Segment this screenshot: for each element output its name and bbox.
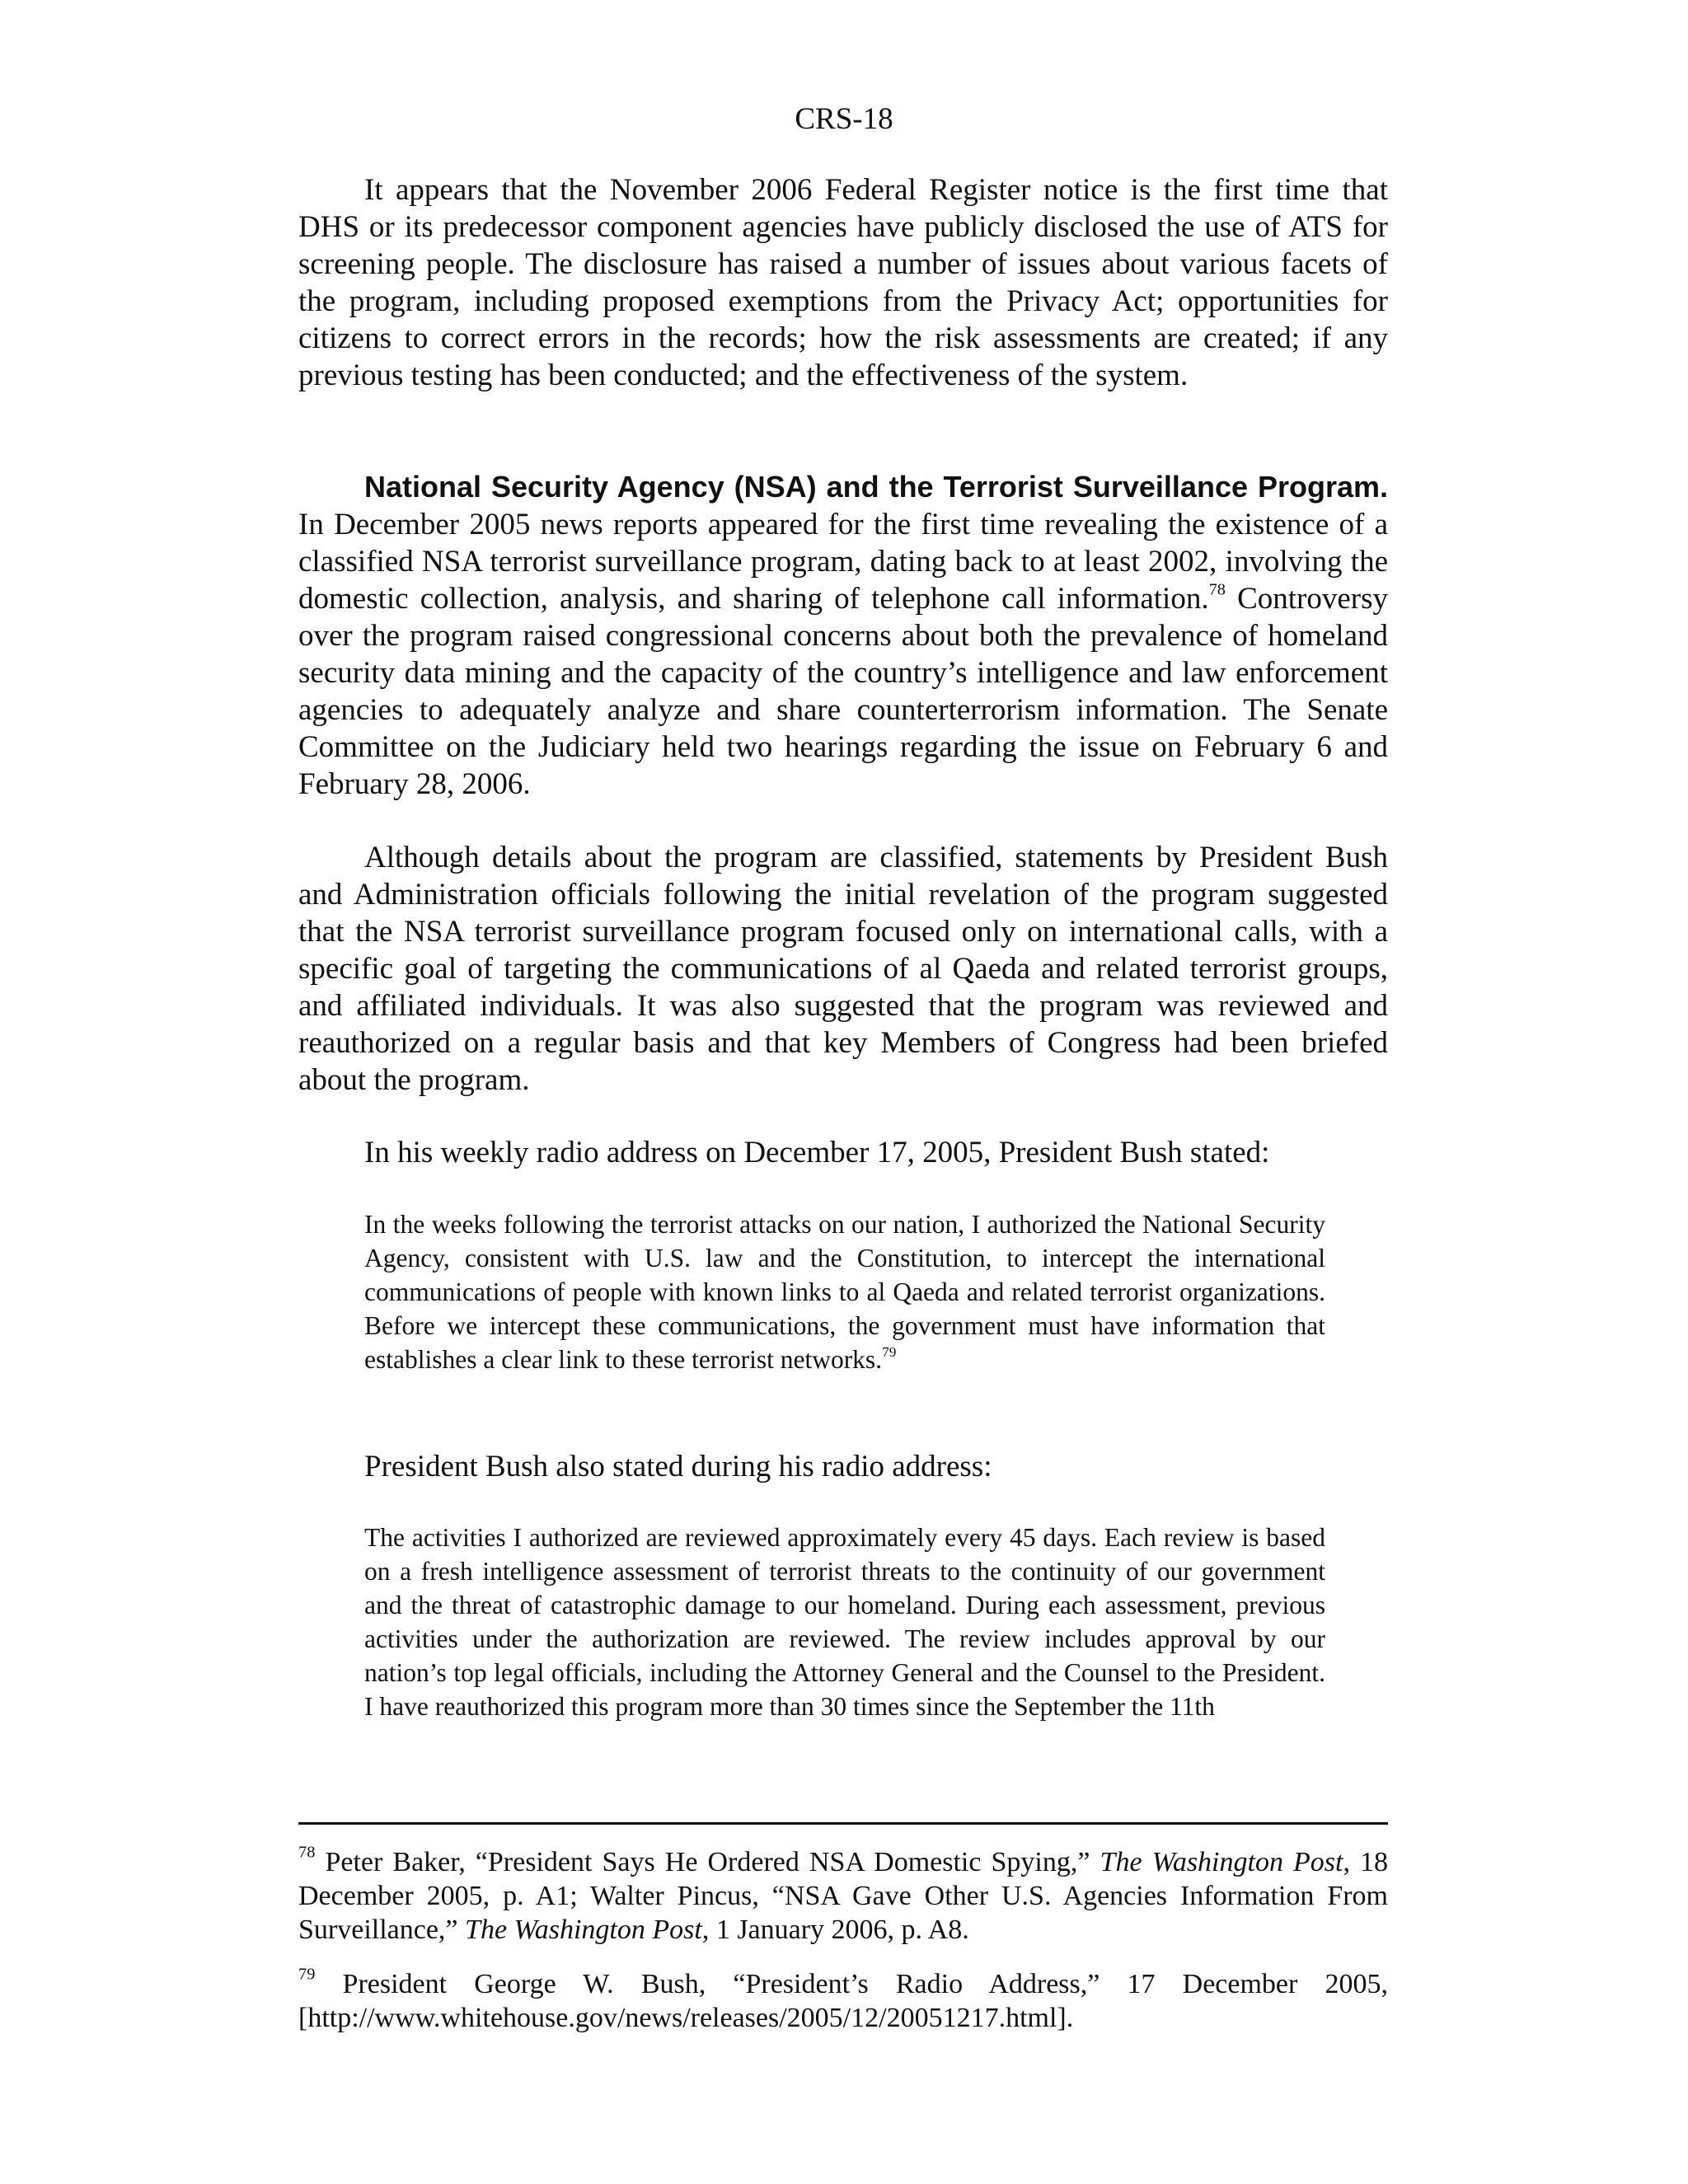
- block-quote-1: [364, 1207, 1325, 1376]
- footnote-78-source-a: The Washington Post: [1100, 1847, 1343, 1877]
- paragraph-nsa-program: [298, 468, 1388, 803]
- footnote-78-text-a: Peter Baker, “President Says He Ordered NSA Domestic Spying,”: [325, 1847, 1090, 1877]
- footnote-79-number: 79: [298, 1965, 316, 1984]
- section-heading-nsa: National Security Agency (NSA) and the Terrorist Surveillance Program.: [364, 470, 1388, 504]
- footnote-79-text: President George W. Bush, “President’s Radio Address,” 17 December 2005, [http://www.whitehouse.gov/news/releases/2005/12/20051217.html].: [298, 1969, 1388, 2033]
- quote-1-text: In the weeks following the terrorist attacks on our nation, I authorized the National Security Agency, consistent with U.S. law and the Constitution, to intercept the international communications of people with known links to al Qaeda and related terrorist organizations. Before we intercept these communications, the government must have information that establishes a clear link to these terrorist networks.: [364, 1210, 1325, 1374]
- footnote-78-text-c: , 1 January 2006, p. A8.: [701, 1915, 969, 1945]
- radio-address-intro: In his weekly radio address on December 17, 2005, President Bush stated:: [364, 1136, 1270, 1169]
- footnote-ref-79[interactable]: 79: [882, 1344, 897, 1361]
- paragraph-ats-disclosure: It appears that the November 2006 Federal Register notice is the first time that DHS or its predecessor component agencies have publicly disclosed the use of ATS for screening people. The disclosure has raised a number of issues about various facets of the program, including proposed exemptions from the Privacy Act; opportunities for citizens to correct errors in the records; how the risk assessments are created; if any previous testing has been conducted; and the effectiveness of the system.: [298, 173, 1388, 392]
- nsa-text-part1: In December 2005 news reports appeared for the first time revealing the existence of a classified NSA terrorist surveillance program, dating back to at least 2002, involving the domestic collection, analysis, and sharing of telephone call information.: [298, 508, 1388, 616]
- footnote-78: [298, 1845, 1388, 1947]
- page-number: CRS-18: [795, 102, 893, 136]
- footnote-separator: [298, 1822, 1388, 1825]
- footnote-79: [298, 1967, 1388, 2035]
- footnote-78-text-b: , 18 December 2005, p. A1; Walter Pincus, “NSA Gave Other U.S. Agencies Information From Surveillance,”: [298, 1847, 1389, 1945]
- block-quote-2: The activities I authorized are reviewed approximately every 45 days. Each review is based on a fresh intelligence assessment of terrorist threats to the continuity of our government and the threat of catastrophic damage to our homeland. During each assessment, previous activities under the authorization are reviewed. The review includes approval by our nation’s top legal officials, including the Attorney General and the Counsel to the President. I have reauthorized this program more than 30 times since the September the 11th: [364, 1523, 1325, 1721]
- footnote-78-source-b: The Washington Post: [465, 1915, 702, 1945]
- radio-address-also-intro: President Bush also stated during his radio address:: [364, 1450, 992, 1483]
- nsa-text-part2: Controversy over the program raised congressional concerns about both the prevalence of homeland security data mining and the capacity of the country’s intelligence and law enforcement agencies to adequately analyze and share counterterrorism information. The Senate Committee on the Judiciary held two hearings regarding the issue on February 6 and February 28, 2006.: [298, 582, 1388, 801]
- paragraph-classified-details: Although details about the program are classified, statements by President Bush and Administration officials following the initial revelation of the program suggested that the NSA terrorist surveillance program focused only on international calls, with a specific goal of targeting the communications of al Qaeda and related terrorist groups, and affiliated individuals. It was also suggested that the program was reviewed and reauthorized on a regular basis and that key Members of Congress had been briefed about the program.: [298, 841, 1388, 1097]
- footnote-ref-78[interactable]: 78: [1208, 580, 1226, 599]
- footnote-78-number: 78: [298, 1843, 316, 1862]
